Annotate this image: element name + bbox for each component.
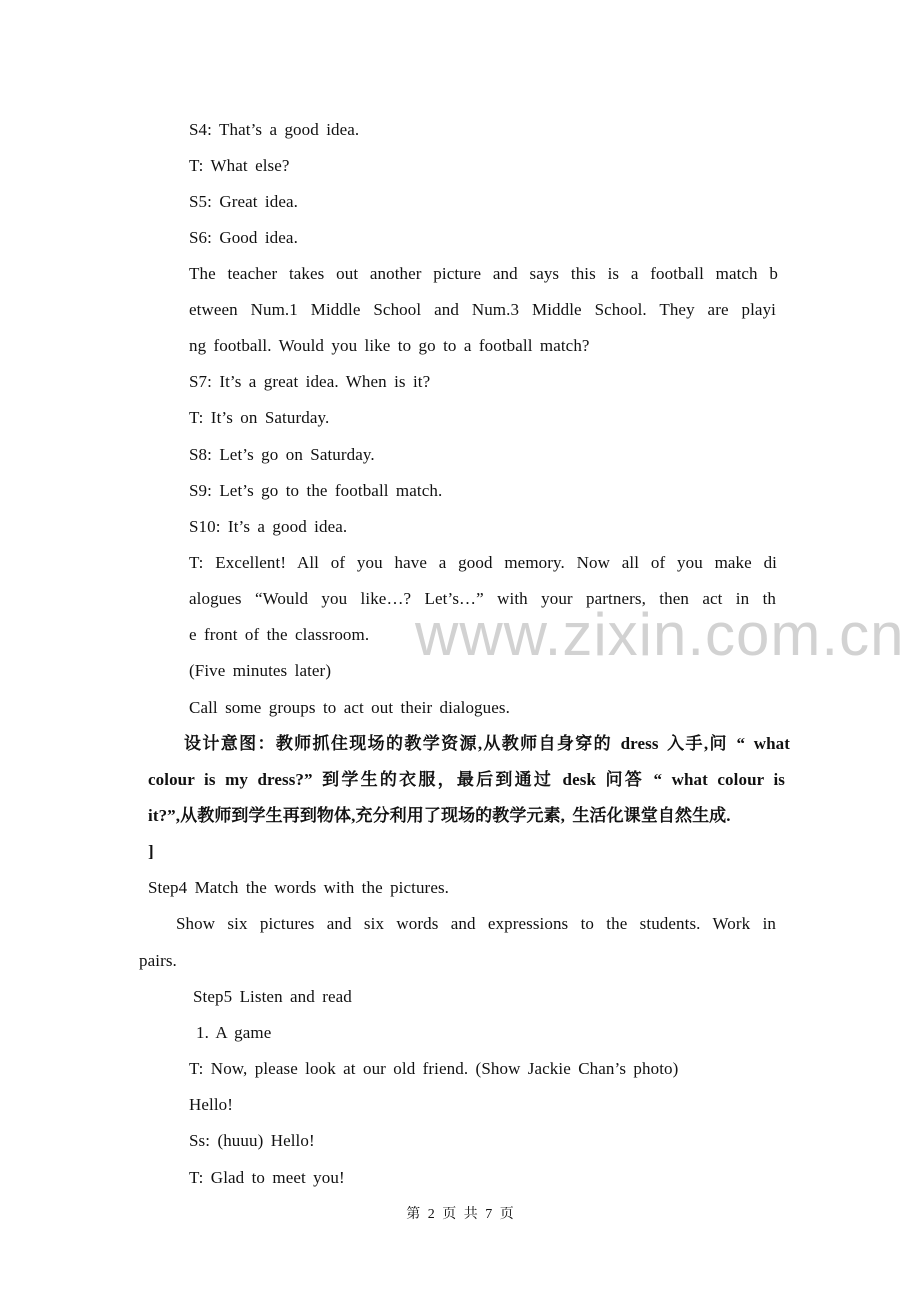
- dialogue-line-t-what-else: T: What else?: [189, 156, 290, 175]
- dialogue-line-s8: S8: Let’s go on Saturday.: [189, 445, 375, 464]
- instruction-line-4: Call some groups to act out their dialogues.: [189, 698, 510, 717]
- dialogue-line-s10: S10: It’s a good idea.: [189, 517, 348, 536]
- narration-line-2: etween Num.1 Middle School and Num.3 Middle School. They are playi: [189, 300, 776, 319]
- dialogue-line-hello: Hello!: [189, 1095, 234, 1114]
- instruction-line-2: alogues “Would you like…? Let’s…” with your partners, then act in th: [189, 589, 776, 608]
- dialogue-line-s4: S4: That’s a good idea.: [189, 120, 360, 139]
- narration-line-3: ng football. Would you like to go to a football match?: [189, 336, 590, 355]
- stage-direction: (Five minutes later): [189, 661, 332, 680]
- dialogue-line-s5: S5: Great idea.: [189, 192, 298, 211]
- step4-heading: Step4 Match the words with the pictures.: [148, 878, 450, 897]
- dialogue-line-s9: S9: Let’s go to the football match.: [189, 481, 443, 500]
- step4-body-line-2: pairs.: [139, 951, 177, 970]
- instruction-line-3: e front of the classroom.: [189, 625, 370, 644]
- step4-body-line-1: Show six pictures and six words and expressions to the students. Work in: [176, 914, 776, 933]
- design-intent-line-2: colour is my dress?” 到学生的衣服，最后到通过 desk 问答 “ what colour is: [148, 770, 785, 789]
- design-intent-line-3: it?”,从教师到学生再到物体,充分利用了现场的教学元素, 生活化课堂自然生成.: [148, 806, 731, 825]
- dialogue-line-s6: S6: Good idea.: [189, 228, 298, 247]
- dialogue-line-t-glad: T: Glad to meet you!: [189, 1168, 345, 1187]
- narration-line-1: The teacher takes out another picture and says this is a football match b: [189, 264, 778, 283]
- step5-item-1: 1. A game: [196, 1023, 272, 1042]
- step5-heading: Step5 Listen and read: [193, 987, 352, 1006]
- watermark: www.zixin.com.cn: [415, 601, 905, 668]
- instruction-line-1: T: Excellent! All of you have a good memory. Now all of you make di: [189, 553, 777, 572]
- dialogue-line-s7: S7: It’s a great idea. When is it?: [189, 372, 431, 391]
- dialogue-line-ss-hello: Ss: (huuu) Hello!: [189, 1131, 315, 1150]
- closing-bracket: ]: [148, 842, 154, 861]
- page-footer: 第 2 页 共 7 页: [406, 1207, 514, 1222]
- design-intent-line-1: 设计意图：教师抓住现场的教学资源,从教师自身穿的 dress 入手,问 “ what: [184, 734, 790, 753]
- dialogue-line-t-old-friend: T: Now, please look at our old friend. (Show Jackie Chan’s photo): [189, 1059, 679, 1078]
- dialogue-line-t-saturday: T: It’s on Saturday.: [189, 408, 330, 427]
